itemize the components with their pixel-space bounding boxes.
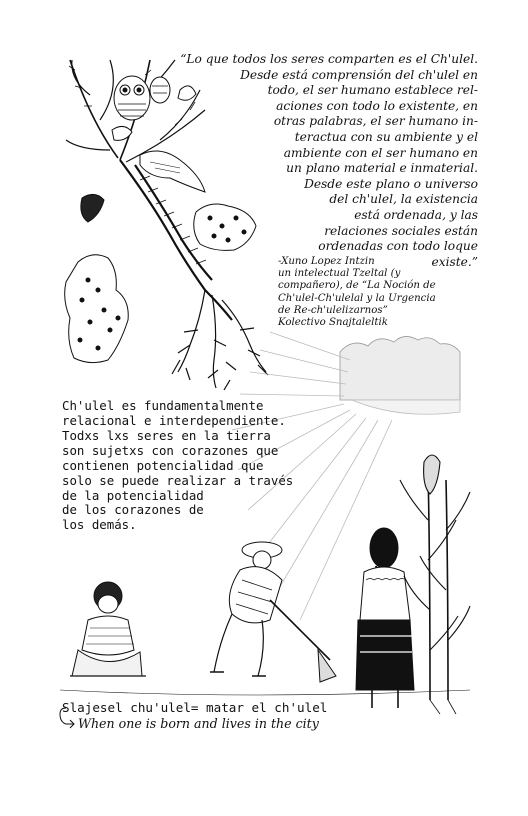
quote-line: otras palabras, el ser humano in-: [273, 114, 478, 129]
tzeltal-quote: [160, 52, 478, 270]
quote-line: teractua con su ambiente y el: [294, 129, 478, 144]
quote-line: existe.”: [431, 254, 478, 269]
body-line: contienen potencialidad que: [62, 458, 264, 473]
attribution-line: -Xuno Lopez Intzin: [278, 256, 375, 267]
footer-term: Slajesel chu'ulel= matar el ch'ulel: [62, 700, 328, 715]
body-line: solo se puede realizar a través: [62, 473, 294, 488]
footer-note: When one is born and lives in the city: [78, 716, 319, 731]
quote-attribution: [278, 256, 482, 329]
body-line: Todxs lxs seres en la tierra: [62, 428, 271, 443]
quote-line: del ch'ulel, la existencia: [329, 192, 478, 207]
quote-line: ordenadas con todo loque: [318, 239, 478, 254]
farmer-with-hoe-icon: [210, 542, 336, 682]
attribution-line: un intelectual Tzeltal (y: [278, 268, 401, 280]
quote-line: un plano material e inmaterial.: [286, 161, 478, 176]
body-line: Ch'ulel es fundamentalmente: [62, 398, 264, 413]
body-continuation: [62, 502, 204, 532]
quote-line: Desde este plano o universo: [304, 176, 478, 191]
quote-line: Desde está comprensión del ch'ulel en: [240, 67, 478, 82]
body-line: relacional e interdependiente.: [62, 413, 286, 428]
quote-line: ambiente con el ser humano en: [283, 145, 478, 160]
body-paragraph: [62, 398, 332, 503]
quote-line: “Lo que todos los seres comparten es el Ch'ulel.: [180, 52, 478, 66]
attribution-line: de Re-ch'ulelizarnos”: [278, 304, 388, 316]
attribution-line: compañero), de “La Noción de: [278, 280, 436, 292]
quote-line: aciones con todo lo existente, en: [276, 98, 478, 113]
body-line: los demás.: [62, 517, 137, 532]
body-line: de los corazones de: [62, 502, 204, 517]
quote-line: relaciones sociales están: [324, 223, 478, 238]
body-line: de la potencialidad: [62, 488, 204, 503]
girl-icon: [356, 528, 414, 708]
body-line: son sujetxs con corazones que: [62, 443, 279, 458]
attribution-line: Kolectivo Snajtaleltik: [278, 317, 388, 329]
attribution-line: Ch'ulel-Ch'ulelal y la Urgencia: [278, 292, 436, 304]
quote-line: todo, el ser humano establece rel-: [267, 83, 478, 98]
kneeling-woman-icon: [70, 582, 146, 676]
quote-line: está ordenada, y las: [354, 207, 478, 222]
